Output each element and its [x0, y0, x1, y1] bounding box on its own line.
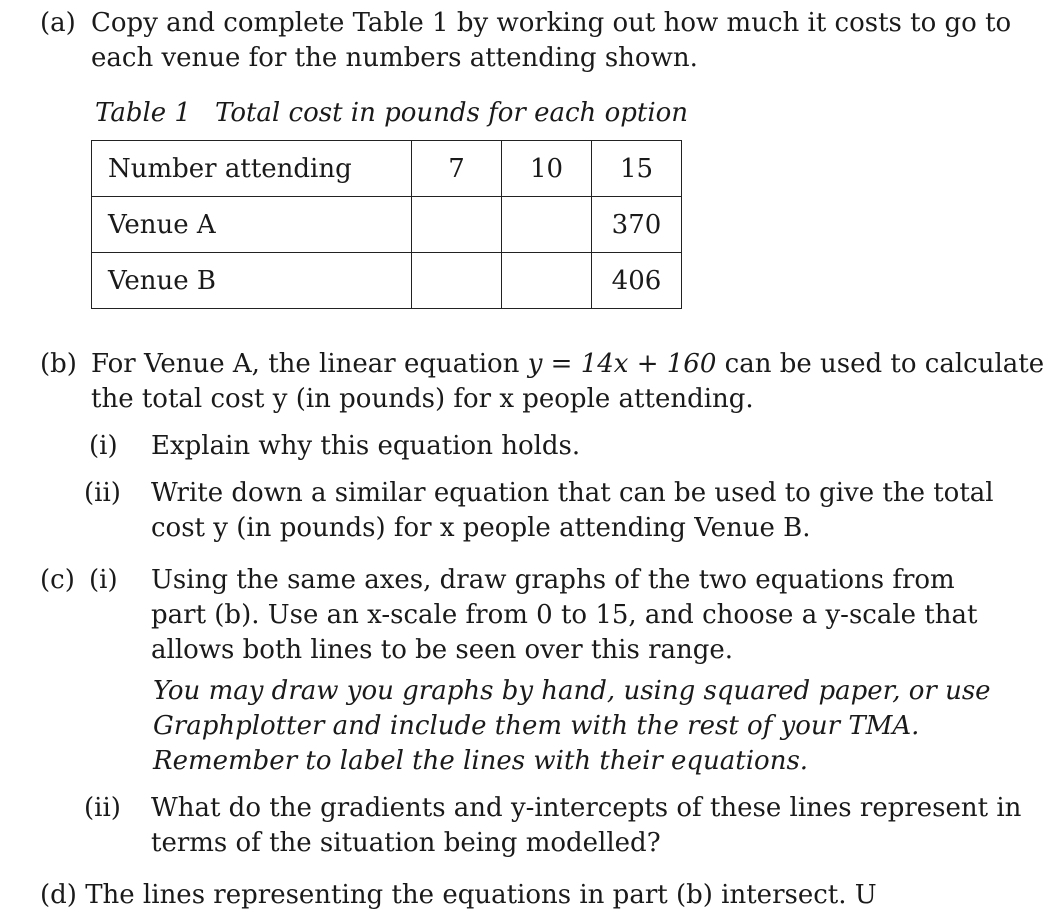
table-row: [92, 253, 682, 309]
table-row-label: Venue A: [92, 197, 412, 253]
part-a-line2: each venue for the numbers attending shown.: [91, 43, 698, 73]
table-caption-label: Table 1: [95, 98, 191, 128]
part-a-line1: Copy and complete Table 1 by working out how much it costs to go to: [91, 8, 1012, 38]
table-cell: 370: [592, 197, 682, 253]
table-row: [92, 197, 682, 253]
part-c-note-line3: Remember to label the lines with their equations.: [153, 746, 809, 776]
table-header-cell: 15: [592, 141, 682, 197]
part-b-i-label: (i): [89, 431, 118, 461]
part-c-note-line1: You may draw you graphs by hand, using squared paper, or use: [153, 676, 991, 706]
table-caption-title: Total cost in pounds for each option: [215, 98, 689, 128]
table-header-cell: Number attending: [92, 141, 412, 197]
part-b-ii-line1: Write down a similar equation that can be used to give the total: [151, 478, 994, 508]
table-row-label: Venue B: [92, 253, 412, 309]
part-c-i-label: (i): [89, 565, 118, 595]
table-cell: [412, 197, 502, 253]
part-c-ii-line1: What do the gradients and y-intercepts of these lines represent in: [151, 793, 1022, 823]
part-c-i-line2: part (b). Use an x-scale from 0 to 15, and choose a y-scale that: [151, 600, 978, 630]
table-header-row: [92, 141, 682, 197]
part-c-i-line1: Using the same axes, draw graphs of the two equations from: [151, 565, 955, 595]
venue-a-equation: y = 14x + 160: [527, 349, 717, 379]
table-cell: [412, 253, 502, 309]
table-header-cell: 10: [502, 141, 592, 197]
part-d-cutoff-line: (d) The lines representing the equations in part (b) intersect. U: [40, 880, 877, 910]
cutoff-region: [0, 872, 1024, 910]
part-c-label: (c): [40, 565, 75, 595]
part-b-line1: For Venue A, the linear equation y = 14x + 160 can be used to calculate: [91, 349, 1044, 379]
table-cell: 406: [592, 253, 682, 309]
part-c-ii-line2: terms of the situation being modelled?: [151, 828, 661, 858]
table-header-cell: 7: [412, 141, 502, 197]
cost-table: [91, 140, 682, 309]
part-b-ii-line2: cost y (in pounds) for x people attending Venue B.: [151, 513, 811, 543]
part-c-i-line3: allows both lines to be seen over this range.: [151, 635, 734, 665]
part-b-i-text: Explain why this equation holds.: [151, 431, 581, 461]
part-b-ii-label: (ii): [84, 478, 121, 508]
table-cell: [502, 197, 592, 253]
part-b-line2: the total cost y (in pounds) for x people attending.: [91, 384, 754, 414]
part-c-note-line2: Graphplotter and include them with the rest of your TMA.: [153, 711, 920, 741]
part-b-label: (b): [40, 349, 77, 379]
part-a-label: (a): [40, 8, 76, 38]
table-cell: [502, 253, 592, 309]
part-c-ii-label: (ii): [84, 793, 121, 823]
